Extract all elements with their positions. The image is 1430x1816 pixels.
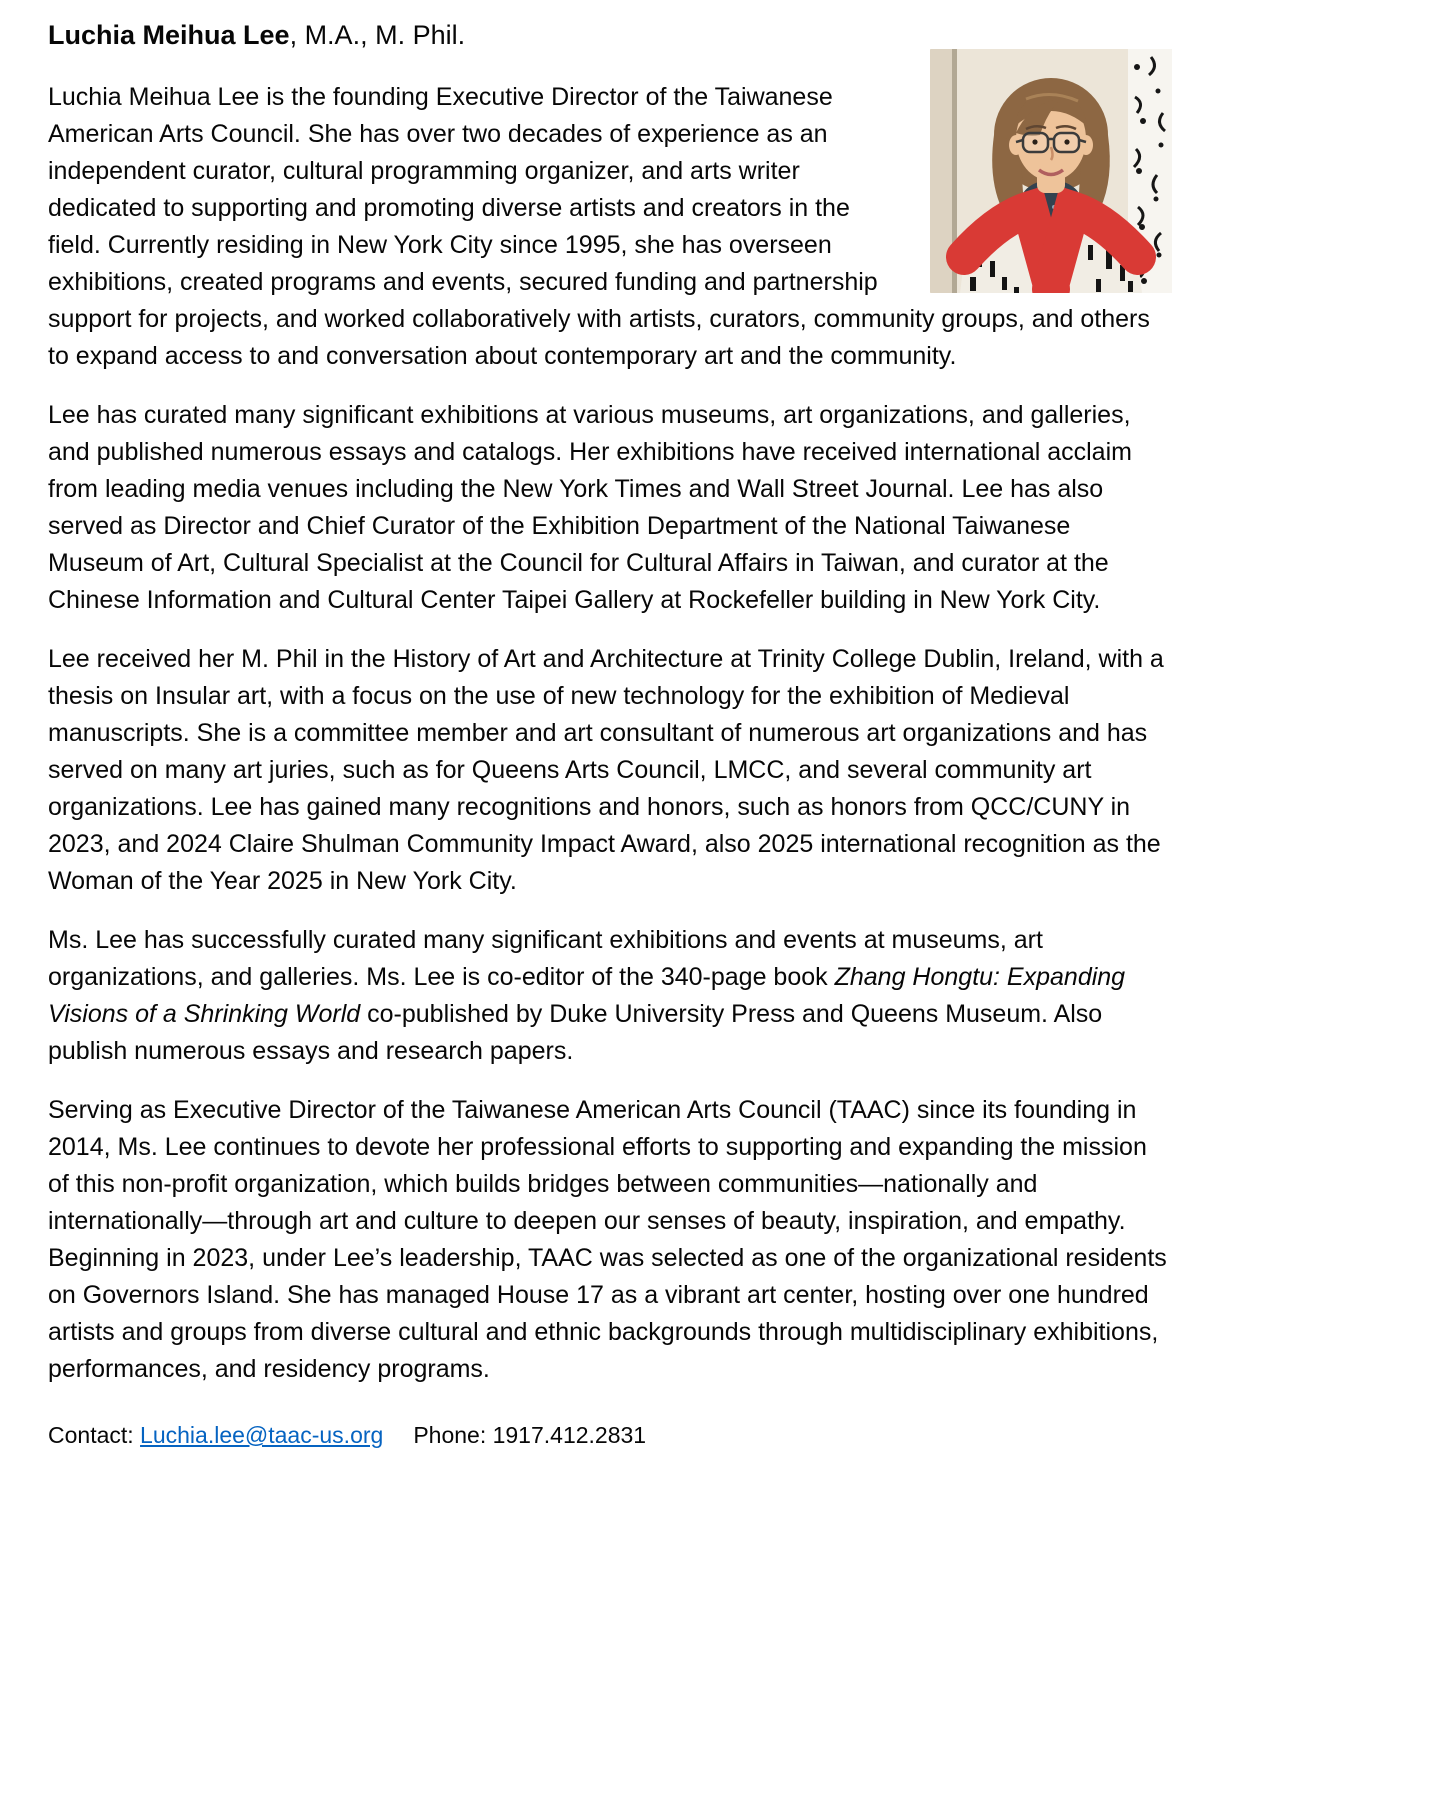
bio-paragraph-3: Lee received her M. Phil in the History of Art and Architecture at Trinity College Dublin, Ireland, with a thesis on Insular art, with a focus on the use of new technology for the exhibition of Medieval manuscripts. She is a committee member and art consultant of numerous art organizations and has served on many art juries, such as for Queens Arts Council, LMCC, and several community art organizations. Lee has gained many recognitions and honors, such as honors from QCC/CUNY in 2023, and 2024 Claire Shulman Community Impact Award, also 2025 international recognition as the Woman of the Year 2025 in New York City. <box>48 645 1164 896</box>
bio-paragraph-5: Serving as Executive Director of the Taiwanese American Arts Council (TAAC) since its founding in 2014, Ms. Lee continues to devote her professional efforts to supporting and expanding the mission of this non-profit organization, which builds bridges between communities—nationally and internationally—through art and culture to deepen our senses of beauty, inspiration, and empathy. Beginning in 2023, under Lee’s leadership, TAAC was selected as one of the organizational residents on Governors Island. She has managed House 17 as a vibrant art center, hosting over one hundred artists and groups from diverse cultural and ethnic backgrounds through multidisciplinary exhibitions, performances, and residency programs. <box>48 1096 1167 1384</box>
person-credentials: , M.A., M. Phil. <box>289 20 466 50</box>
book-title: Zhang Hongtu: Expanding Visions of a Shrinking World <box>48 963 1126 1029</box>
contact-label: Contact: <box>48 1422 141 1449</box>
bio-paragraph-4 <box>48 922 1172 1070</box>
contact-line <box>48 1418 1172 1452</box>
bio-paragraph-1 <box>48 79 1172 375</box>
bio-paragraph-4-lead: Ms. Lee has successfully curated many significant exhibitions and events at museums, art organizations, and galleries. Ms. Lee is co-editor of the 340-page book <box>48 926 1043 992</box>
portrait-photo <box>930 49 1172 293</box>
bio-paragraph-1-text: Luchia Meihua Lee is the founding Executive Director of the Taiwanese American Arts Council. She has over two decades of experience as an independent curator, cultural programming organizer, and arts writer dedicated to supporting and promoting diverse artists and creators in the field. Currently residing in New York City since 1995, she has overseen exhibitions, created programs and events, secured funding and partnership support for projects, and worked collaboratively with artists, curators, community groups, and others to expand access to and conversation about contemporary art and the community. <box>48 83 1150 371</box>
bio-paragraph-4-tail: co-published by Duke University Press and Queens Museum. Also publish numerous essays and research papers. <box>48 1000 1103 1066</box>
email-link[interactable]: Luchia.lee@taac-us.org <box>140 1422 384 1449</box>
phone-number: Phone: 1917.412.2831 <box>413 1422 647 1449</box>
person-name: Luchia Meihua Lee <box>48 20 290 50</box>
bio-paragraph-2: Lee has curated many significant exhibitions at various museums, art organizations, and galleries, and published numerous essays and catalogs. Her exhibitions have received international acclaim from leading media venues including the New York Times and Wall Street Journal. Lee has also served as Director and Chief Curator of the Exhibition Department of the National Taiwanese Museum of Art, Cultural Specialist at the Council for Cultural Affairs in Taiwan, and curator at the Chinese Information and Cultural Center Taipei Gallery at Rockefeller building in New York City. <box>48 401 1132 615</box>
page-title <box>48 18 1172 53</box>
